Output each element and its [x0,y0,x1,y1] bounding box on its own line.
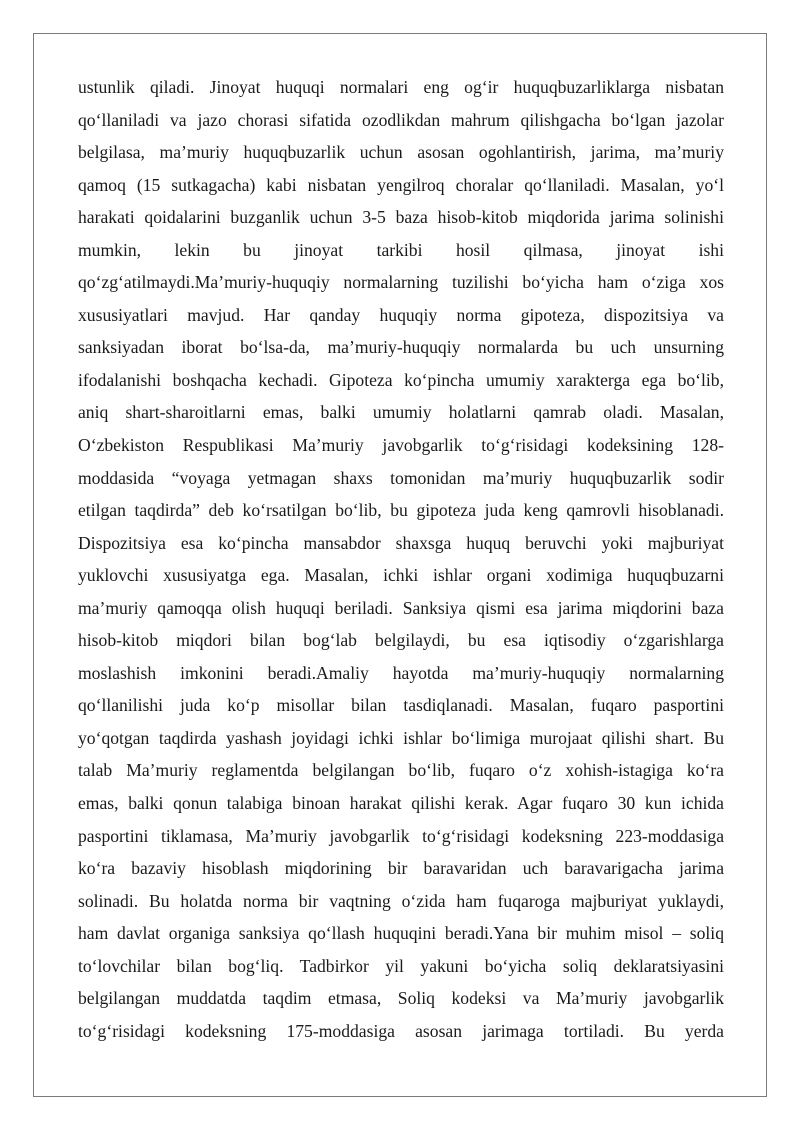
text-line: ustunlik qiladi. Jinoyat huquqi normalari eng og‘ir huquqbuzarliklarga nisbatan [78,77,724,97]
text-line: emas, balki qonun talabiga binoan harakat qilishi kerak. Agar fuqaro 30 kun ichida [78,793,724,814]
text-line: xususiyatlari mavjud. Har qanday huquqiy norma gipoteza, dispozitsiya va [78,304,724,325]
text-line: mumkin, lekin bu jinoyat tarkibi hosil qilmasa, jinoyat ishi [78,239,724,260]
text-line: qamoq (15 sutkagacha) kabi nisbatan yengilroq choralar qo‘llaniladi. Masalan, yo‘l [78,174,724,195]
text-line: Dispozitsiya esa ko‘pincha mansabdor shaxsga huquq beruvchi yoki majburiyat [78,532,724,553]
text-line: qo‘zg‘atilmaydi.Ma’muriy-huquqiy normalarning tuzilishi bo‘yicha ham o‘ziga xos [78,272,724,293]
text-line: talab Ma’muriy reglamentda belgilangan bo‘lib, fuqaro o‘z xohish-istagiga ko‘ra [78,760,724,781]
text-line: ko‘ra bazaviy hisoblash miqdorining bir baravaridan uch baravarigacha jarima [78,858,724,879]
body-text [78,71,724,1047]
text-line: ifodalanishi boshqacha kechadi. Gipoteza ko‘pincha umumiy xarakterga ega bo‘lib, [78,369,724,390]
text-line: harakati qoidalarini buzganlik uchun 3-5 baza hisob-kitob miqdorida jarima solinishi [78,207,724,228]
text-line: pasportini tiklamasa, Ma’muriy javobgarlik to‘g‘risidagi kodeksning 223-moddasiga [78,825,724,846]
text-line: etilgan taqdirda” deb ko‘rsatilgan bo‘lib, bu gipoteza juda keng qamrovli hisoblanadi. [78,500,724,521]
text-line: to‘lovchilar bilan bog‘liq. Tadbirkor yil yakuni bo‘yicha soliq deklaratsiyasini [78,955,724,976]
text-line: yuklovchi xususiyatga ega. Masalan, ichki ishlar organi xodimiga huquqbuzarni [78,565,724,586]
text-line: yo‘qotgan taqdirda yashash joyidagi ichki ishlar bo‘limiga murojaat qilishi shart. Bu [78,727,724,748]
text-line: solinadi. Bu holatda norma bir vaqtning o‘zida ham fuqaroga majburiyat yuklaydi, [78,890,724,911]
text-line: sanksiyadan iborat bo‘lsa-da, ma’muriy-huquqiy normalarda bu uch unsurning [78,337,724,358]
text-line: belgilangan muddatda taqdim etmasa, Soliq kodeksi va Ma’muriy javobgarlik [78,988,724,1009]
text-line: qo‘llanilishi juda ko‘p misollar bilan tasdiqlanadi. Masalan, fuqaro pasportini [78,695,724,716]
text-line: ham davlat organiga sanksiya qo‘llash huquqini beradi.Yana bir muhim misol – soliq [78,923,724,944]
text-line: qo‘llaniladi va jazo chorasi sifatida ozodlikdan mahrum qilishgacha bo‘lgan jazolar [78,109,724,130]
text-line: aniq shart-sharoitlarni emas, balki umumiy holatlarni qamrab oladi. Masalan, [78,402,724,423]
text-line: O‘zbekiston Respublikasi Ma’muriy javobgarlik to‘g‘risidagi kodeksining 128- [78,435,724,456]
text-line: hisob-kitob miqdori bilan bog‘lab belgilaydi, bu esa iqtisodiy o‘zgarishlarga [78,630,724,651]
text-line: ma’muriy qamoqqa olish huquqi beriladi. Sanksiya qismi esa jarima miqdorini baza [78,597,724,618]
text-line: moddasida “voyaga yetmagan shaxs tomonidan ma’muriy huquqbuzarlik sodir [78,467,724,488]
text-line: moslashish imkonini beradi.Amaliy hayotda ma’muriy-huquqiy normalarning [78,662,724,683]
text-line: belgilasa, ma’muriy huquqbuzarlik uchun asosan ogohlantirish, jarima, ma’muriy [78,142,724,163]
text-line: to‘g‘risidagi kodeksning 175-moddasiga asosan jarimaga tortiladi. Bu yerda [78,1020,724,1041]
